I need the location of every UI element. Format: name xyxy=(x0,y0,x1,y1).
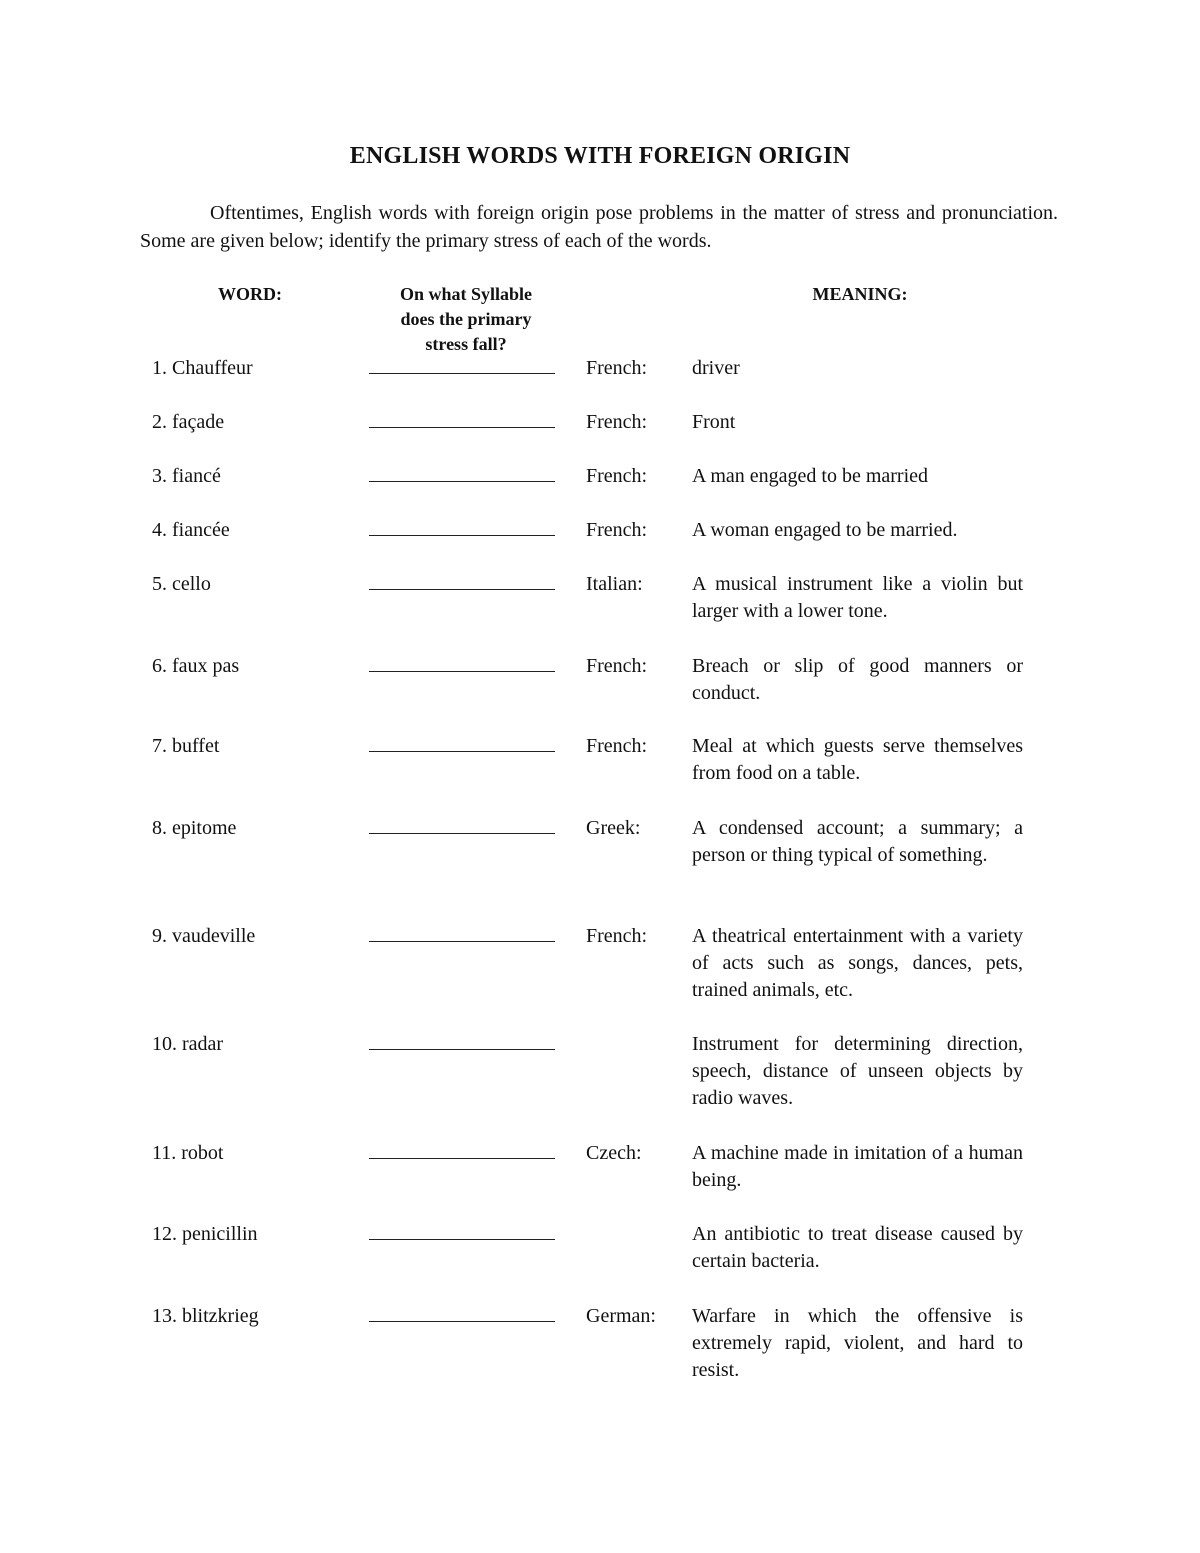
answer-blank[interactable] xyxy=(369,941,555,942)
entry-origin: French: xyxy=(586,735,648,757)
intro-paragraph: Oftentimes, English words with foreign origin pose problems in the matter of stress and pronunciation. Some are given below; identify the primary stress of each of the words. xyxy=(140,202,1058,252)
column-header-syllable-line: On what Syllable xyxy=(399,284,533,304)
entry-word: 2. façade xyxy=(152,411,225,433)
entry-origin: French: xyxy=(586,465,648,487)
entry-origin: Czech: xyxy=(586,1142,642,1164)
entry-word: 13. blitzkrieg xyxy=(152,1305,259,1327)
entry-meaning: Breach or slip of good manners or conduct. xyxy=(692,655,1023,704)
column-header-word: WORD: xyxy=(218,284,282,304)
column-header-syllable-line: stress fall? xyxy=(425,334,507,354)
column-header-syllable-line: does the primary xyxy=(400,309,532,329)
entry-meaning: A machine made in imitation of a human being. xyxy=(692,1142,1023,1191)
answer-blank[interactable] xyxy=(369,671,555,672)
entry-word: 6. faux pas xyxy=(152,655,240,677)
answer-blank[interactable] xyxy=(369,1158,555,1159)
entry-word: 7. buffet xyxy=(152,735,220,757)
entry-meaning: Meal at which guests serve themselves from food on a table. xyxy=(692,735,1023,784)
entry-word: 11. robot xyxy=(152,1142,224,1164)
entry-origin: French: xyxy=(586,519,648,541)
answer-blank[interactable] xyxy=(369,589,555,590)
entry-word: 3. fiancé xyxy=(152,465,221,487)
entry-meaning: An antibiotic to treat disease caused by certain bacteria. xyxy=(692,1223,1023,1272)
entry-meaning: A musical instrument like a violin but larger with a lower tone. xyxy=(692,573,1023,622)
entry-meaning: driver xyxy=(692,357,740,379)
entry-meaning: A theatrical entertainment with a variety of acts such as songs, dances, pets, trained animals, etc. xyxy=(692,925,1023,1001)
entry-meaning: Instrument for determining direction, speech, distance of unseen objects by radio waves. xyxy=(692,1033,1023,1109)
entry-meaning: A woman engaged to be married. xyxy=(692,519,958,541)
answer-blank[interactable] xyxy=(369,373,555,374)
column-header-meaning: MEANING: xyxy=(812,284,908,304)
entry-word: 1. Chauffeur xyxy=(152,357,253,379)
entry-word: 12. penicillin xyxy=(152,1223,258,1245)
entry-word: 9. vaudeville xyxy=(152,925,256,947)
page-title: ENGLISH WORDS WITH FOREIGN ORIGIN xyxy=(349,143,851,169)
answer-blank[interactable] xyxy=(369,751,555,752)
entry-origin: Italian: xyxy=(586,573,643,595)
column-header-syllable xyxy=(366,282,566,357)
entry-origin: Greek: xyxy=(586,817,641,839)
answer-blank[interactable] xyxy=(369,481,555,482)
entry-meaning: Warfare in which the offensive is extremely rapid, violent, and hard to resist. xyxy=(692,1305,1023,1381)
entry-origin: French: xyxy=(586,357,648,379)
entry-meaning: A man engaged to be married xyxy=(692,465,929,487)
entry-meaning: A condensed account; a summary; a person or thing typical of something. xyxy=(692,817,1023,866)
entry-origin: French: xyxy=(586,411,648,433)
answer-blank[interactable] xyxy=(369,833,555,834)
entry-word: 5. cello xyxy=(152,573,211,595)
answer-blank[interactable] xyxy=(369,1049,555,1050)
entry-origin: French: xyxy=(586,655,648,677)
entry-origin: German: xyxy=(586,1305,656,1327)
answer-blank[interactable] xyxy=(369,427,555,428)
entry-word: 4. fiancée xyxy=(152,519,230,541)
entry-word: 8. epitome xyxy=(152,817,237,839)
answer-blank[interactable] xyxy=(369,1239,555,1240)
answer-blank[interactable] xyxy=(369,1321,555,1322)
entry-meaning: Front xyxy=(692,411,736,433)
entry-origin: French: xyxy=(586,925,648,947)
entry-word: 10. radar xyxy=(152,1033,224,1055)
answer-blank[interactable] xyxy=(369,535,555,536)
